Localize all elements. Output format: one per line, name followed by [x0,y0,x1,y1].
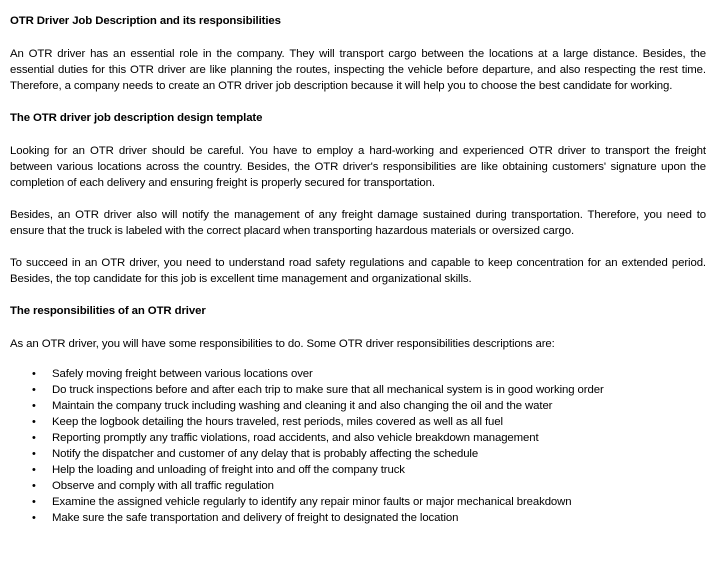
document-title: OTR Driver Job Description and its responsibilities [10,15,281,27]
template-paragraph-2: Besides, an OTR driver also will notify the management of any freight damage sustained during transportation. Therefore, you need to ensure that the truck is labeled with the correct placard when transporting hazardous materials or oversized cargo. [10,209,706,237]
list-item [32,478,706,494]
list-item-text: Do truck inspections before and after each trip to make sure that all mechanical system is in good working order [52,384,604,396]
bullet-icon: • [32,432,36,444]
list-item [32,510,706,526]
responsibilities-heading: The responsibilities of an OTR driver [10,305,206,317]
bullet-icon: • [32,512,36,524]
template-heading: The OTR driver job description design template [10,112,263,124]
bullet-icon: • [32,368,36,380]
list-item-text: Help the loading and unloading of freight into and off the company truck [52,464,405,476]
intro-paragraph: An OTR driver has an essential role in the company. They will transport cargo between the locations at a large distance. Besides, the essential duties for this OTR driver are like planning the routes, inspecting the vehicle before departure, and also respecting the rest time. Therefore, a company needs to create an OTR driver job description because it will help you to choose the best candidate for working. [10,48,706,92]
list-item-text: Reporting promptly any traffic violations, road accidents, and also vehicle breakdown management [52,432,539,444]
list-item [32,430,706,446]
list-item-text: Examine the assigned vehicle regularly to identify any repair minor faults or major mechanical breakdown [52,496,572,508]
bullet-icon: • [32,448,36,460]
responsibilities-intro: As an OTR driver, you will have some responsibilities to do. Some OTR driver responsibilities descriptions are: [10,338,555,350]
list-item [32,382,706,398]
responsibilities-list [10,366,706,526]
list-item-text: Observe and comply with all traffic regulation [52,480,274,492]
bullet-icon: • [32,480,36,492]
bullet-icon: • [32,400,36,412]
list-item-text: Keep the logbook detailing the hours traveled, rest periods, miles covered as well as all fuel [52,416,503,428]
template-paragraph-3: To succeed in an OTR driver, you need to understand road safety regulations and capable to keep concentration for an extended period. Besides, the top candidate for this job is excellent time management and organizational skills. [10,257,706,285]
list-item [32,462,706,478]
bullet-icon: • [32,464,36,476]
bullet-icon: • [32,384,36,396]
bullet-icon: • [32,496,36,508]
list-item [32,398,706,414]
template-paragraph-1: Looking for an OTR driver should be careful. You have to employ a hard-working and experienced OTR driver to transport the freight between various locations across the country. Besides, the OTR driver's responsibilities are like obtaining customers' signature upon the completion of each delivery and ensuring freight is properly secured for transportation. [10,145,706,189]
list-item-text: Maintain the company truck including washing and cleaning it and also changing the oil and the water [52,400,553,412]
list-item [32,366,706,382]
list-item [32,446,706,462]
bullet-icon: • [32,416,36,428]
list-item-text: Safely moving freight between various locations over [52,368,313,380]
list-item-text: Make sure the safe transportation and delivery of freight to designated the location [52,512,459,524]
list-item [32,494,706,510]
list-item-text: Notify the dispatcher and customer of any delay that is probably affecting the schedule [52,448,479,460]
list-item [32,414,706,430]
